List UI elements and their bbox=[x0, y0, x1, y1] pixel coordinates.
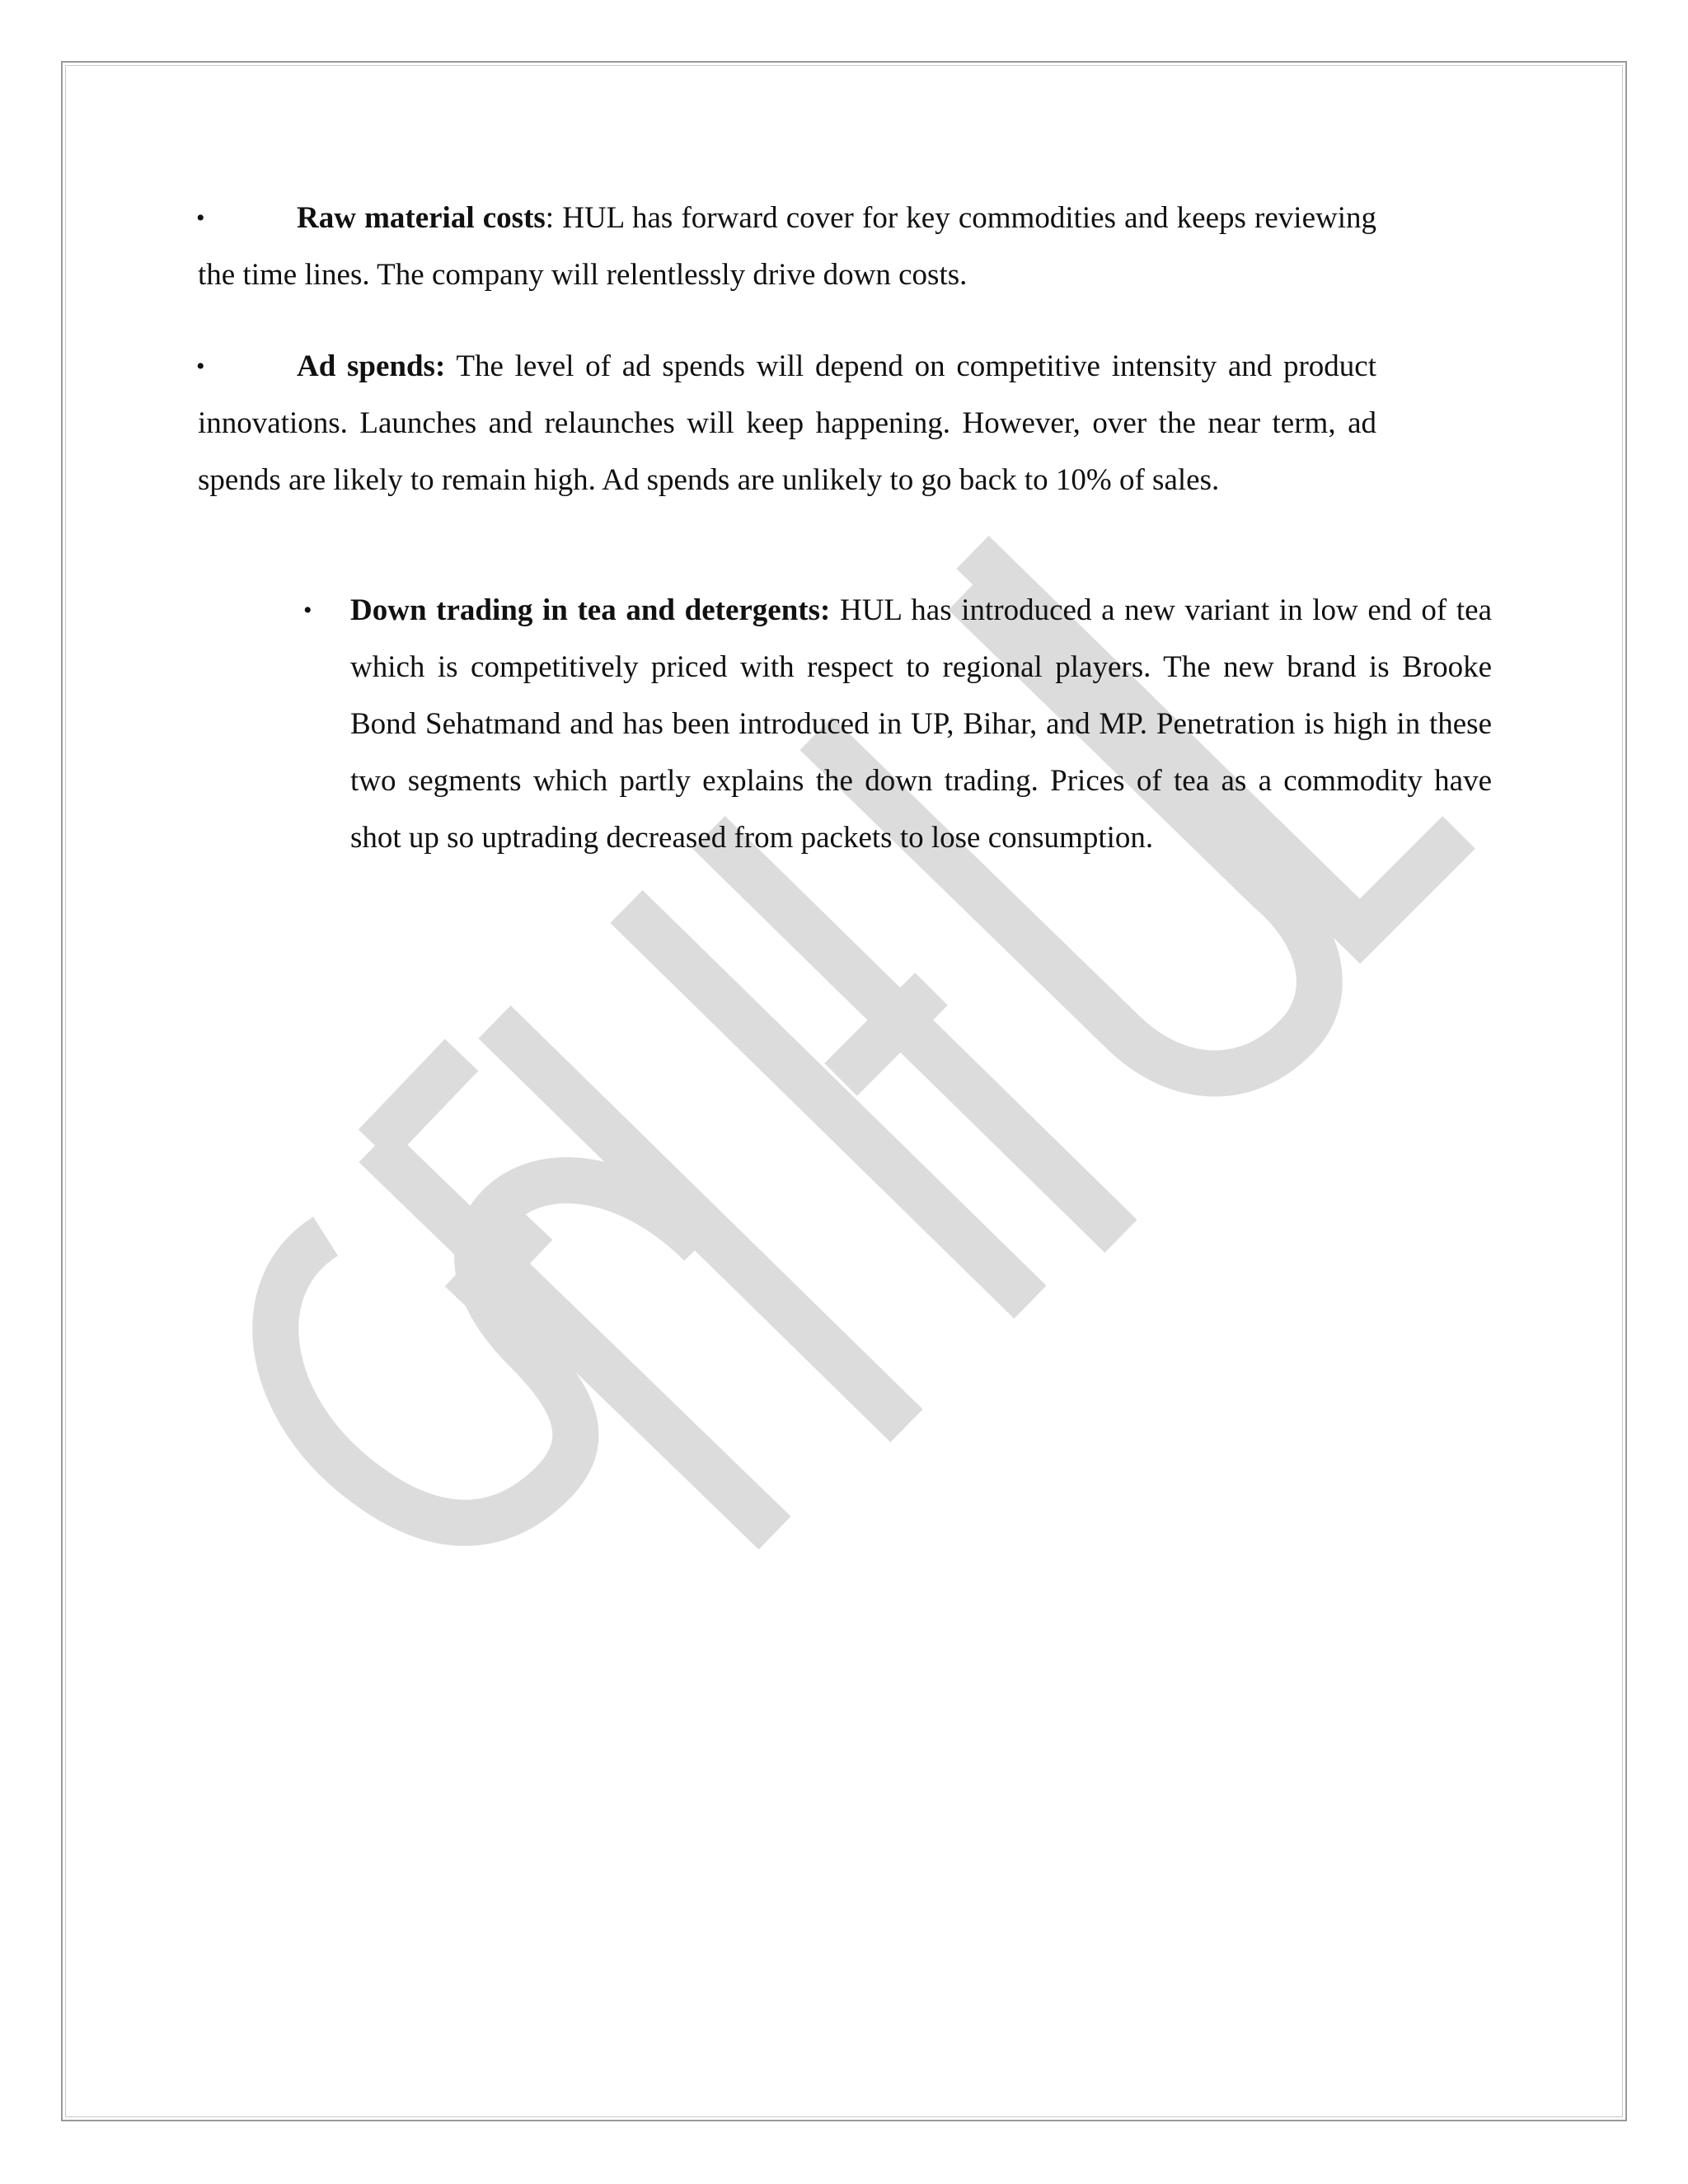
bullet-heading: Down trading in tea and detergents: bbox=[350, 593, 831, 627]
bullet-separator: : bbox=[545, 201, 555, 235]
bullet-body: HUL has forward cover for key commodities and keeps reviewing the time lines. The company will relentlessly drive down costs. bbox=[198, 201, 1376, 292]
bullet-body: The level of ad spends will depend on competitive intensity and product innovations. Launches and relaunches will keep happening. However, over the near term, ad spends are likely to remain high. Ad spends are unlikely to go back to 10% of sales. bbox=[198, 349, 1377, 497]
bullet-down-trading bbox=[350, 582, 1492, 866]
bullet-ad-spends bbox=[198, 338, 1376, 509]
bullet-dot-2: • bbox=[196, 353, 205, 380]
bullet-heading: Raw material costs bbox=[297, 201, 546, 235]
bullet-raw-material-costs bbox=[198, 190, 1376, 303]
bullet-heading: Ad spends: bbox=[297, 349, 446, 383]
bullet-dot-1: • bbox=[196, 204, 205, 232]
bullet-body: HUL has introduced a new variant in low end of tea which is competitively priced with respect to regional players. The new brand is Brooke Bond Sehatmand and has been introduced in UP, Bihar, and MP. Penetration is high in these two segments which partly explains the down trading. Prices of tea as a commodity have shot up so uptrading decreased from packets to lose consumption. bbox=[350, 593, 1492, 855]
bullet-dot-3: • bbox=[303, 597, 312, 624]
